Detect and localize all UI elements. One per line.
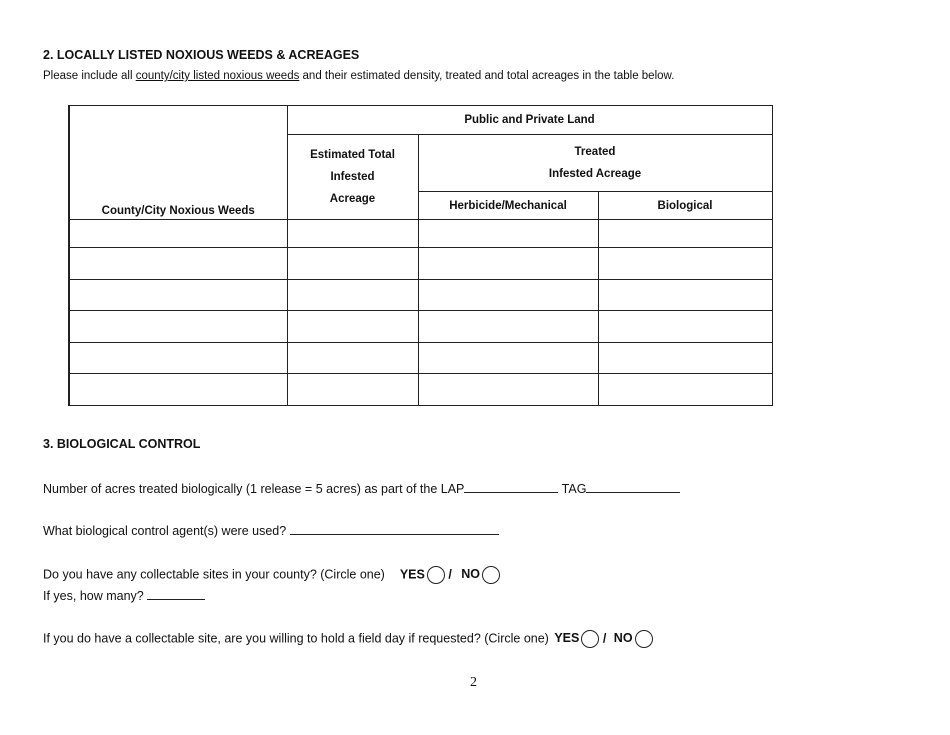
cell-biological[interactable] bbox=[598, 343, 772, 374]
cell-weed[interactable] bbox=[69, 374, 287, 406]
question-acres-text: Number of acres treated biologically (1 release = 5 acres) as part of the LAP bbox=[43, 482, 465, 496]
tag-acres-blank[interactable] bbox=[586, 481, 680, 493]
field-day-yes-label: YES bbox=[554, 631, 580, 646]
table-row bbox=[69, 280, 772, 311]
intro-underlined-text: county/city listed noxious weeds bbox=[135, 70, 300, 82]
col-header-herbicide-label: Herbicide/Mechanical bbox=[449, 199, 567, 212]
cell-herbicide[interactable] bbox=[418, 248, 598, 280]
agents-used-blank[interactable] bbox=[290, 523, 499, 535]
noxious-weeds-table bbox=[68, 105, 773, 406]
col-header-estimated-line3: Acreage bbox=[329, 193, 376, 205]
question-field-day bbox=[43, 630, 653, 648]
question-agents-used bbox=[43, 523, 499, 538]
col-header-weeds-label: County/City Noxious Weeds bbox=[101, 205, 255, 217]
group-header-treated bbox=[418, 135, 772, 192]
cell-weed[interactable] bbox=[69, 248, 287, 280]
question-field-day-text: If you do have a collectable site, are you willing to hold a field day if requested? (Circle one) bbox=[43, 631, 549, 646]
col-header-herbicide bbox=[418, 192, 598, 220]
treated-line1: Treated bbox=[574, 146, 616, 158]
col-header-estimated bbox=[287, 135, 418, 220]
cell-herbicide[interactable] bbox=[418, 311, 598, 343]
table-row bbox=[69, 248, 772, 280]
question-agents-text: What biological control agent(s) were used? bbox=[43, 524, 287, 538]
col-header-biological-label: Biological bbox=[657, 199, 713, 212]
section-2-intro bbox=[43, 70, 674, 82]
cell-estimated[interactable] bbox=[287, 374, 418, 406]
tag-label: TAG bbox=[561, 482, 587, 496]
group-header-label: Public and Private Land bbox=[464, 114, 595, 126]
cell-weed[interactable] bbox=[69, 343, 287, 374]
cell-herbicide[interactable] bbox=[418, 220, 598, 248]
field-day-no-label: NO bbox=[613, 631, 633, 646]
cell-biological[interactable] bbox=[598, 311, 772, 343]
col-header-estimated-line2: Infested bbox=[330, 171, 375, 183]
collectable-no-label: NO bbox=[461, 567, 481, 582]
cell-biological[interactable] bbox=[598, 248, 772, 280]
section-3-title: 3. BIOLOGICAL CONTROL bbox=[43, 437, 201, 451]
section-2-title: 2. LOCALLY LISTED NOXIOUS WEEDS & ACREAGES bbox=[43, 48, 360, 62]
question-collectable-sites bbox=[43, 566, 500, 584]
table-row bbox=[69, 220, 772, 248]
cell-biological[interactable] bbox=[598, 280, 772, 311]
question-acres-treated bbox=[43, 481, 680, 496]
lap-acres-blank[interactable] bbox=[464, 481, 558, 493]
question-collectable-text: Do you have any collectable sites in your county? (Circle one) bbox=[43, 567, 385, 582]
how-many-blank[interactable] bbox=[147, 588, 205, 600]
collectable-separator: / bbox=[448, 567, 452, 582]
col-header-weeds bbox=[69, 106, 287, 220]
cell-biological[interactable] bbox=[598, 220, 772, 248]
cell-estimated[interactable] bbox=[287, 343, 418, 374]
table-row bbox=[69, 374, 772, 406]
cell-weed[interactable] bbox=[69, 220, 287, 248]
collectable-yes-label: YES bbox=[399, 567, 425, 582]
table-row bbox=[69, 343, 772, 374]
cell-weed[interactable] bbox=[69, 311, 287, 343]
cell-estimated[interactable] bbox=[287, 220, 418, 248]
group-header-public-private bbox=[287, 106, 772, 135]
cell-biological[interactable] bbox=[598, 374, 772, 406]
col-header-estimated-line1: Estimated Total bbox=[310, 149, 395, 161]
field-day-yes-circle[interactable] bbox=[581, 630, 599, 648]
treated-line2: Infested Acreage bbox=[548, 168, 642, 180]
cell-estimated[interactable] bbox=[287, 248, 418, 280]
cell-herbicide[interactable] bbox=[418, 374, 598, 406]
col-header-biological bbox=[598, 192, 772, 220]
table-row bbox=[69, 311, 772, 343]
intro-text-after: and their estimated density, treated and total acreages in the table below. bbox=[299, 70, 675, 82]
page-number: 2 bbox=[470, 675, 477, 690]
question-how-many bbox=[43, 588, 205, 603]
field-day-separator: / bbox=[602, 631, 607, 646]
collectable-no-circle[interactable] bbox=[482, 566, 500, 584]
cell-weed[interactable] bbox=[69, 280, 287, 311]
question-how-many-text: If yes, how many? bbox=[43, 589, 144, 603]
cell-herbicide[interactable] bbox=[418, 280, 598, 311]
intro-text-before: Please include all bbox=[43, 70, 136, 82]
cell-estimated[interactable] bbox=[287, 280, 418, 311]
collectable-yes-circle[interactable] bbox=[427, 566, 445, 584]
field-day-no-circle[interactable] bbox=[635, 630, 653, 648]
cell-herbicide[interactable] bbox=[418, 343, 598, 374]
cell-estimated[interactable] bbox=[287, 311, 418, 343]
